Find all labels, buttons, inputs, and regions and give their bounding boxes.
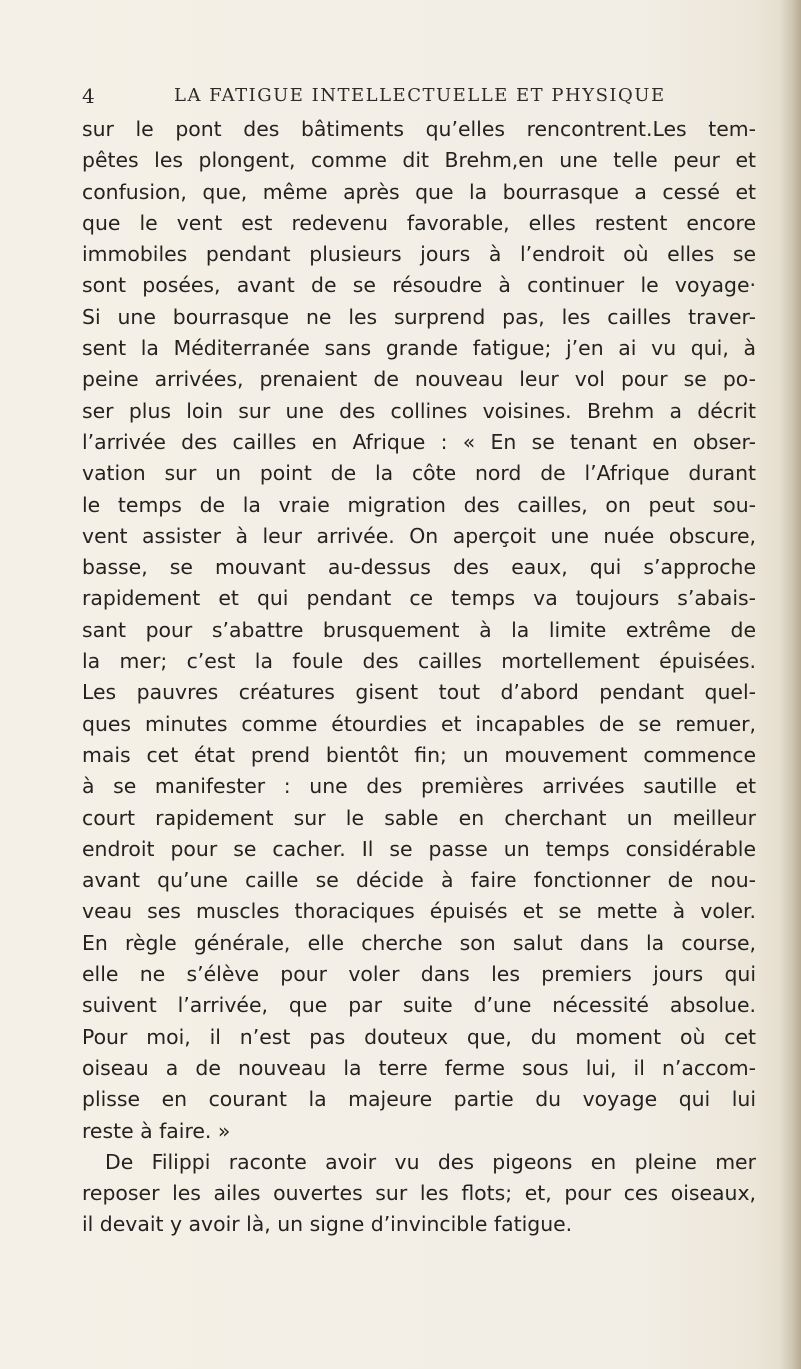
text-line: basse, se mouvant au-dessus des eaux, qui s’approche	[82, 555, 756, 580]
text-line: ques minutes comme étourdies et incapables de se remuer,	[82, 711, 756, 736]
text-line: Si une bourrasque ne les surprend pas, les cailles traver-	[82, 304, 756, 329]
header-title: LA FATIGUE INTELLECTUELLE ET PHYSIQUE	[174, 85, 666, 106]
text-line: immobiles pendant plusieurs jours à l’endroit où elles se	[82, 242, 756, 267]
text-line: rapidement et qui pendant ce temps va toujours s’abais-	[82, 586, 756, 611]
text-line: oiseau a de nouveau la terre ferme sous lui, il n’accom-	[82, 1055, 756, 1080]
text-line: Pour moi, il n’est pas douteux que, du moment où cet	[82, 1024, 756, 1049]
page-edge-shadow	[779, 0, 801, 1369]
text-line: la mer; c’est la foule des cailles mortellement épuisées.	[82, 649, 756, 674]
text-line: le temps de la vraie migration des cailles, on peut sou-	[82, 492, 756, 517]
text-line: vent assister à leur arrivée. On aperçoit une nuée obscure,	[82, 523, 756, 548]
text-line: Les pauvres créatures gisent tout d’abord pendant quel-	[82, 680, 756, 705]
text-line: elle ne s’élève pour voler dans les premiers jours qui	[82, 962, 756, 987]
text-line: reste à faire. »	[82, 1118, 231, 1143]
text-line: confusion, que, même après que la bourrasque a cessé et	[82, 179, 756, 204]
text-line: De Filippi raconte avoir vu des pigeons en pleine mer	[105, 1149, 756, 1174]
text-line: ser plus loin sur une des collines voisines. Brehm a décrit	[82, 398, 756, 423]
text-line: l’arrivée des cailles en Afrique : « En se tenant en obser-	[82, 429, 756, 454]
text-line: que le vent est redevenu favorable, elles restent encore	[82, 210, 756, 235]
body-text	[82, 114, 756, 1241]
text-line: il devait y avoir là, un signe d’invincible fatigue.	[82, 1212, 573, 1237]
text-line: à se manifester : une des premières arrivées sautille et	[82, 774, 756, 799]
page-number: 4	[82, 84, 97, 108]
text-line: plisse en courant la majeure partie du voyage qui lui	[82, 1087, 756, 1112]
text-line: veau ses muscles thoraciques épuisés et se mette à voler.	[82, 899, 756, 924]
running-head	[82, 84, 692, 112]
text-line: suivent l’arrivée, que par suite d’une nécessité absolue.	[82, 993, 756, 1018]
text-line: pêtes les plongent, comme dit Brehm,en une telle peur et	[82, 148, 756, 173]
text-line: sant pour s’abattre brusquement à la limite extrême de	[82, 617, 756, 642]
text-line: avant qu’une caille se décide à faire fonctionner de nou-	[82, 868, 756, 893]
text-line: reposer les ailes ouvertes sur les flots; et, pour ces oiseaux,	[82, 1181, 756, 1206]
text-line: mais cet état prend bientôt fin; un mouvement commence	[82, 742, 756, 767]
text-line: En règle générale, elle cherche son salut dans la course,	[82, 930, 756, 955]
text-line: sont posées, avant de se résoudre à continuer le voyage·	[82, 273, 756, 298]
text-line: vation sur un point de la côte nord de l’Afrique durant	[82, 461, 756, 486]
text-line: sur le pont des bâtiments qu’elles rencontrent.Les tem-	[82, 117, 756, 141]
text-line: court rapidement sur le sable en cherchant un meilleur	[82, 805, 756, 830]
text-line: peine arrivées, prenaient de nouveau leur vol pour se po-	[82, 367, 756, 392]
text-line: sent la Méditerranée sans grande fatigue; j’en ai vu qui, à	[82, 336, 756, 361]
text-line: endroit pour se cacher. Il se passe un temps considérable	[82, 836, 756, 861]
